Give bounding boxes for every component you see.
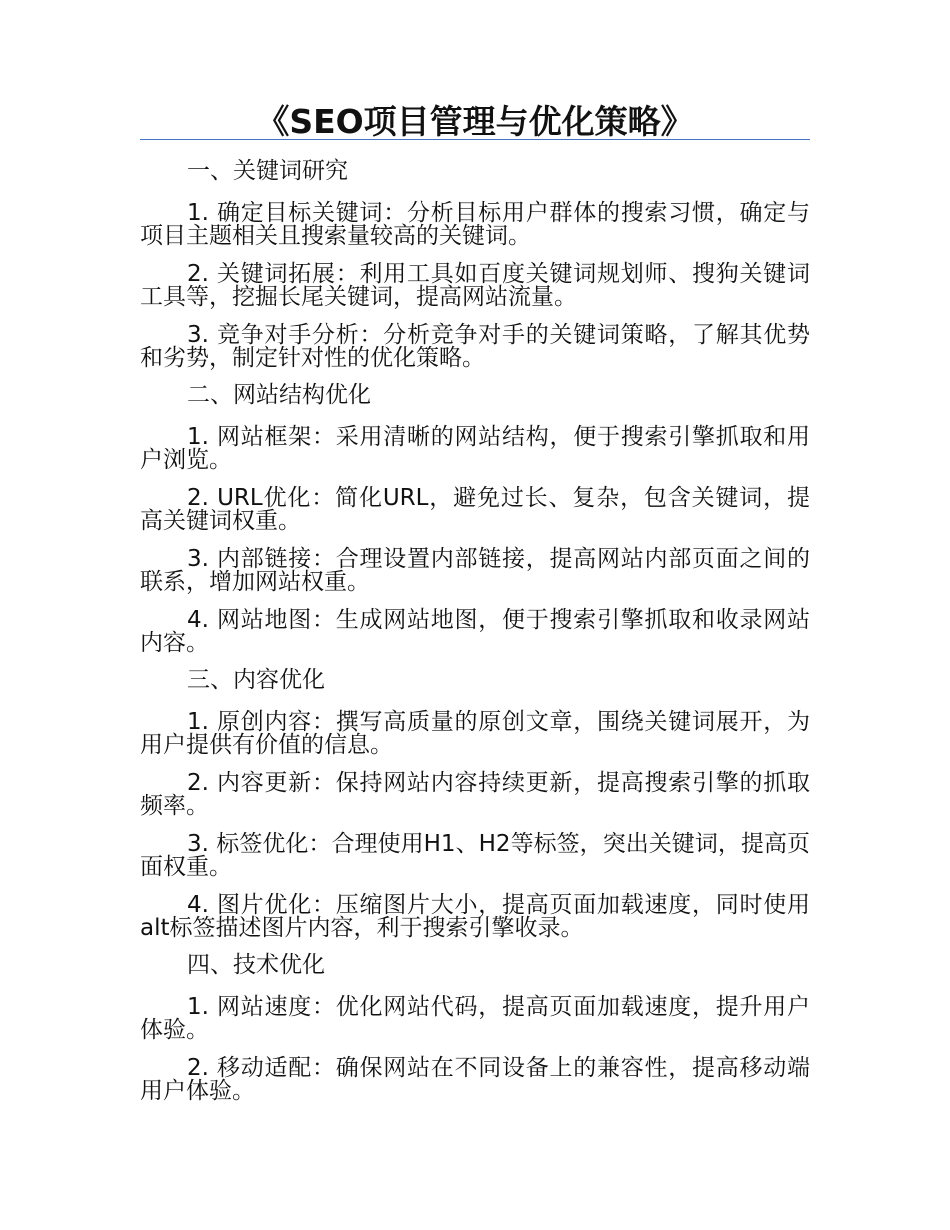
list-item: 4. 网站地图：生成网站地图，便于搜索引擎抓取和收录网站内容。 bbox=[140, 607, 810, 656]
list-item: 2. URL优化：简化URL，避免过长、复杂，包含关键词，提高关键词权重。 bbox=[140, 485, 810, 534]
list-item: 1. 网站框架：采用清晰的网站结构，便于搜索引擎抓取和用户浏览。 bbox=[140, 424, 810, 473]
list-item: 3. 竞争对手分析：分析竞争对手的关键词策略，了解其优势和劣势，制定针对性的优化策略。 bbox=[140, 322, 810, 371]
list-item: 4. 图片优化：压缩图片大小，提高页面加载速度，同时使用alt标签描述图片内容，利于搜索引擎收录。 bbox=[140, 892, 810, 941]
document-title: 《SEO项目管理与优化策略》 bbox=[256, 102, 694, 141]
list-item: 1. 原创内容：撰写高质量的原创文章，围绕关键词展开，为用户提供有价值的信息。 bbox=[140, 709, 810, 758]
section-heading: 一、关键词研究 bbox=[187, 158, 348, 184]
list-item: 2. 内容更新：保持网站内容持续更新，提高搜索引擎的抓取频率。 bbox=[140, 770, 810, 819]
list-item: 1. 确定目标关键词：分析目标用户群体的搜索习惯，确定与项目主题相关且搜索量较高的关键词。 bbox=[140, 200, 810, 249]
title-underline bbox=[140, 139, 810, 140]
section-heading: 三、内容优化 bbox=[187, 667, 325, 693]
section-heading: 四、技术优化 bbox=[187, 952, 325, 978]
list-item: 2. 移动适配：确保网站在不同设备上的兼容性，提高移动端用户体验。 bbox=[140, 1055, 810, 1104]
list-item: 3. 内部链接：合理设置内部链接，提高网站内部页面之间的联系，增加网站权重。 bbox=[140, 546, 810, 595]
document-body bbox=[140, 155, 810, 1112]
list-item: 1. 网站速度：优化网站代码，提高页面加载速度，提升用户体验。 bbox=[140, 994, 810, 1043]
section-heading: 二、网站结构优化 bbox=[187, 382, 371, 408]
list-item: 2. 关键词拓展：利用工具如百度关键词规划师、搜狗关键词工具等，挖掘长尾关键词，提高网站流量。 bbox=[140, 261, 810, 310]
list-item: 3. 标签优化：合理使用H1、H2等标签，突出关键词，提高页面权重。 bbox=[140, 831, 810, 880]
